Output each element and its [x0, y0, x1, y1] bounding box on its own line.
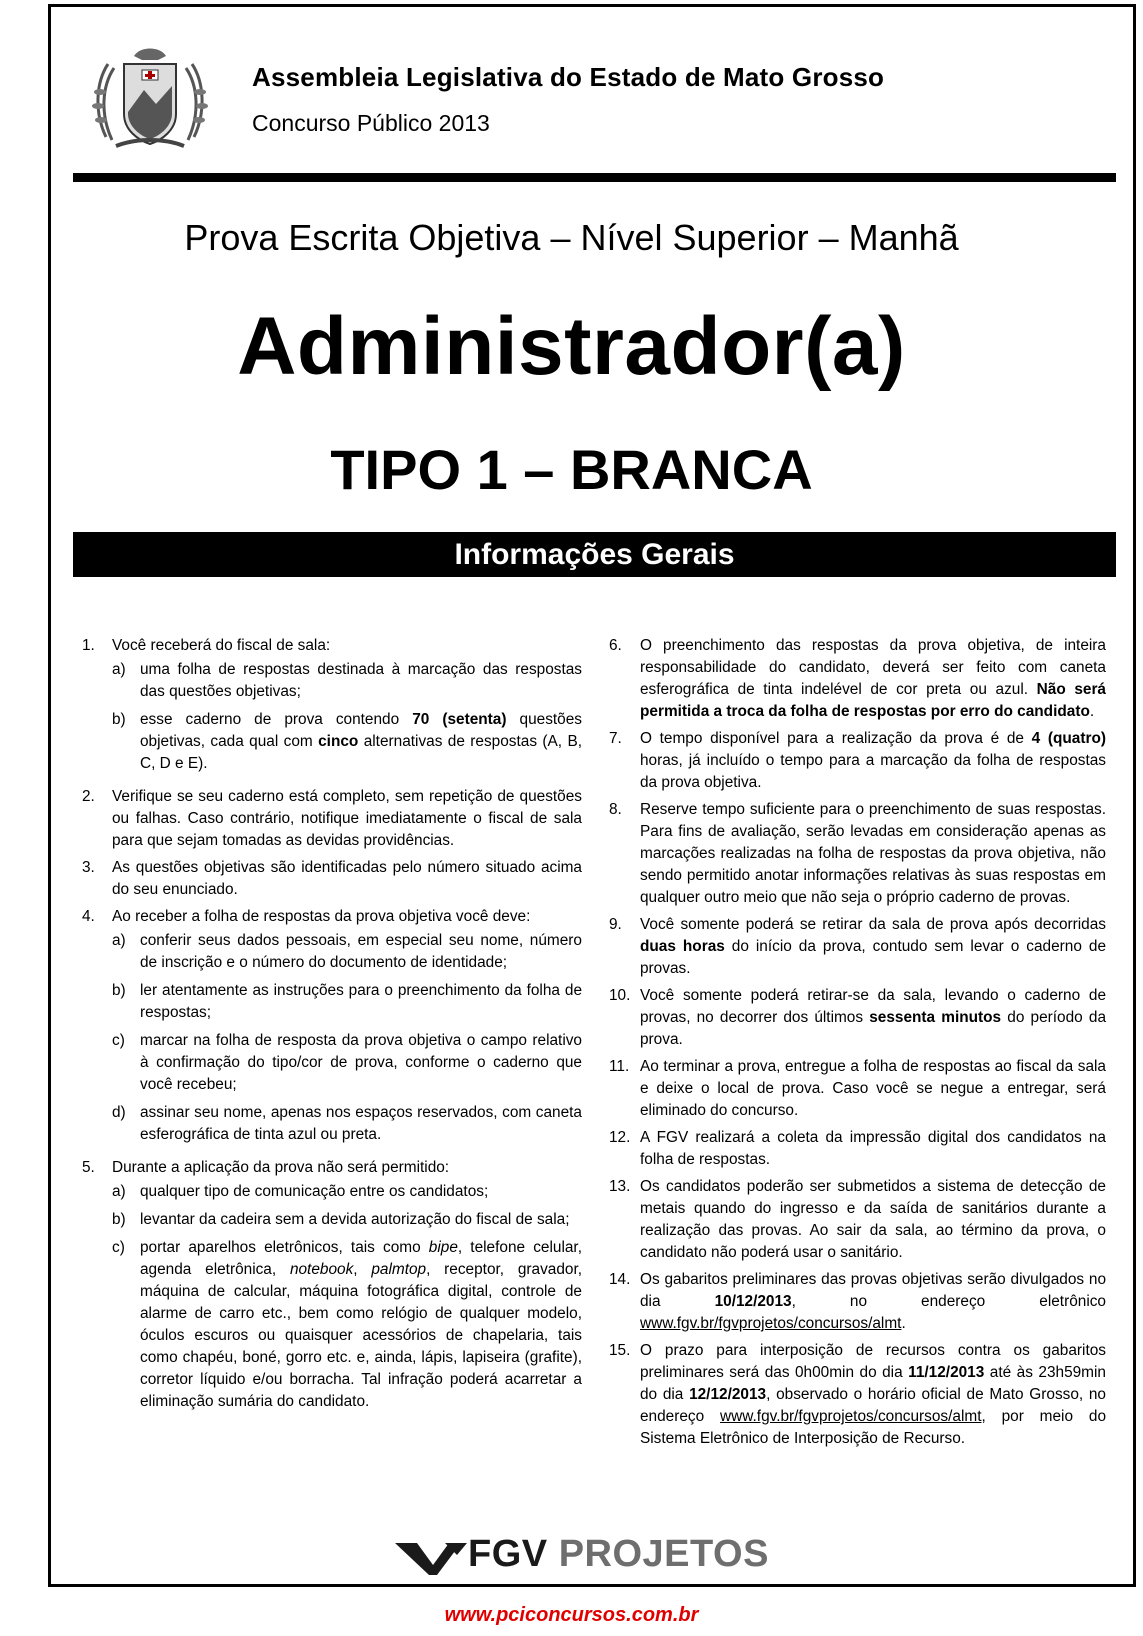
instruction-item-14: 14. Os gabaritos preliminares das provas objetivas serão divulgados no dia 10/12/2013, no endereço eletrônico www.fgv.br/fgvprojetos/concursos/almt.: [609, 1271, 1106, 1332]
header-divider: [73, 173, 1116, 182]
instruction-item-13: 13. Os candidatos poderão ser submetidos a sistema de detecção de metais quando do ingresso e da saída de sanitários durante a realização das provas. Ao sair da sala, ao término da prova, o candidato não poderá usar o sanitário.: [609, 1178, 1106, 1261]
instruction-item-5: 5. Durante a aplicação da prova não será permitido: a) qualquer tipo de comunicação entre os candidatos; b) levantar da cadeira sem a devida autorização do fiscal de sala; c) portar aparelhos eletrônicos, tais como bipe, telefone celular, agenda eletrônica, notebook, palmtop, receptor, gravador, máquina de calcular, máquina fotográfica digital, controle de alarme de carro etc., bem como relógio de qualquer modelo, óculos escuros ou quaisquer acessórios de chapelaria, tais como chapéu, boné, gorro etc. e, ainda, lápis, lapiseira (grafite), corretor líquido e/ou borracha. Tal infração poderá acarretar a eliminação sumária do candidato.: [82, 1157, 582, 1419]
exam-type: TIPO 1 – BRANCA: [330, 438, 813, 501]
state-coat-of-arms-icon: [86, 42, 214, 154]
instruction-item-15: 15. O prazo para interposição de recursos contra os gabaritos preliminares será das 0h00min do dia 11/12/2013 até às 23h59min do dia 12/12/2013, observado o horário oficial de Mato Grosso, no endereço www.fgv.br/fgvprojetos/concursos/almt, por meio do Sistema Eletrônico de Interposição de Recurso.: [609, 1342, 1106, 1447]
results-link[interactable]: www.fgv.br/fgvprojetos/concursos/almt: [640, 1315, 902, 1332]
instruction-item-11: 11. Ao terminar a prova, entregue a folha de respostas ao fiscal da sala e deixe o local de prova. Caso você se negue a entregar, será eliminado do concurso.: [609, 1058, 1106, 1119]
exam-role-title: Administrador(a): [237, 301, 906, 392]
instruction-item-3: 3. As questões objetivas são identificadas pelo número situado acima do seu enunciado.: [82, 859, 582, 898]
instruction-4b: b) ler atentamente as instruções para o preenchimento da folha de respostas;: [112, 982, 582, 1021]
instruction-4c: c) marcar na folha de resposta da prova objetiva o campo relativo à confirmação do tipo/cor de prova, conforme o caderno que você recebeu;: [112, 1032, 582, 1093]
instruction-item-2: 2. Verifique se seu caderno está completo, sem repetição de questões ou falhas. Caso contrário, notifique imediatamente o fiscal de sala para que sejam tomadas as devidas providências.: [82, 788, 582, 849]
instruction-item-7: 7. O tempo disponível para a realização da prova é de 4 (quatro) horas, já incluído o tempo para a marcação da folha de respostas da prova objetiva.: [609, 730, 1107, 791]
instruction-5a: a) qualquer tipo de comunicação entre os candidatos;: [112, 1183, 489, 1200]
instruction-item-9: 9. Você somente poderá se retirar da sala de prova após decorridas duas horas do início da prova, contudo sem levar o caderno de provas.: [609, 916, 1107, 977]
instructions-right-column: [609, 635, 1106, 1455]
instruction-item-8: 8. Reserve tempo suficiente para o preenchimento de suas respostas. Para fins de avaliação, serão levadas em consideração apenas as marcações realizadas na folha de respostas da prova objetiva, não sendo permitido anotar informações relativas às suas respostas em qualquer outro meio que não seja o próprio caderno de provas.: [609, 801, 1106, 906]
instruction-1b: b) esse caderno de prova contendo 70 (setenta) questões objetivas, cada qual com cinco alternativas de respostas (A, B, C, D e E).: [112, 711, 582, 772]
instruction-4d: d) assinar seu nome, apenas nos espaços reservados, com caneta esferográfica de tinta azul ou preta.: [112, 1104, 582, 1143]
section-title-bar: Informações Gerais: [73, 532, 1116, 577]
exam-level: Prova Escrita Objetiva – Nível Superior – Manhã: [184, 217, 959, 258]
instruction-item-4: 4. Ao receber a folha de respostas da prova objetiva você deve: a) conferir seus dados pessoais, em especial seu nome, número de inscrição e o número do documento de identidade; b) ler atentamente as instruções para o preenchimento da folha de respostas; c) marcar na folha de resposta da prova objetiva o campo relativo à confirmação do tipo/cor de prova, conforme o caderno que você recebeu; d) assinar seu nome, apenas nos espaços reservados, com caneta esferográfica de tinta azul ou preta.: [82, 906, 582, 1152]
instruction-1a: a) uma folha de respostas destinada à marcação das respostas das questões objetivas;: [112, 661, 582, 700]
organization-name: Assembleia Legislativa do Estado de Mato Grosso: [252, 62, 885, 92]
instructions-left-column: [82, 635, 582, 1424]
instruction-4a: a) conferir seus dados pessoais, em especial seu nome, número de inscrição e o número do documento de identidade;: [112, 932, 582, 971]
appeals-link[interactable]: www.fgv.br/fgvprojetos/concursos/almt: [720, 1408, 982, 1425]
instruction-5b: b) levantar da cadeira sem a devida autorização do fiscal de sala;: [112, 1211, 570, 1228]
instruction-item-10: 10. Você somente poderá retirar-se da sala, levando o caderno de provas, no decorrer dos últimos sessenta minutos do período da prova.: [609, 987, 1106, 1048]
source-watermark: www.pciconcursos.com.br: [444, 1604, 699, 1626]
instruction-item-6: 6. O preenchimento das respostas da prova objetiva, de inteira responsabilidade do candidato, deverá ser feito com caneta esferográfica de tinta indelével de cor preta ou azul. Não será permitida a troca da folha de respostas por erro do candidato.: [609, 637, 1106, 720]
instruction-item-1: 1. Você receberá do fiscal de sala: a) uma folha de respostas destinada à marcação das respostas das questões objetivas; b) esse caderno de prova contendo 70 (setenta) questões objetivas, cada qual com cinco alternativas de respostas (A, B, C, D e E).: [82, 635, 582, 781]
contest-name: Concurso Público 2013: [252, 110, 490, 136]
instruction-item-12: 12. A FGV realizará a coleta da impressão digital dos candidatos na folha de respostas.: [609, 1129, 1106, 1168]
instruction-5c: c) portar aparelhos eletrônicos, tais como bipe, telefone celular, agenda eletrônica, notebook, palmtop, receptor, gravador, máquina de calcular, máquina fotográfica digital, controle de alarme de carro etc., bem como relógio de qualquer modelo, óculos escuros ou quaisquer acessórios de chapelaria, tais como chapéu, boné, gorro etc. e, ainda, lápis, lapiseira (grafite), corretor líquido e/ou borracha. Tal infração poderá acarretar a eliminação sumária do candidato.: [112, 1239, 582, 1410]
fgv-projetos-wordmark: FGV PROJETOS: [468, 1533, 769, 1575]
